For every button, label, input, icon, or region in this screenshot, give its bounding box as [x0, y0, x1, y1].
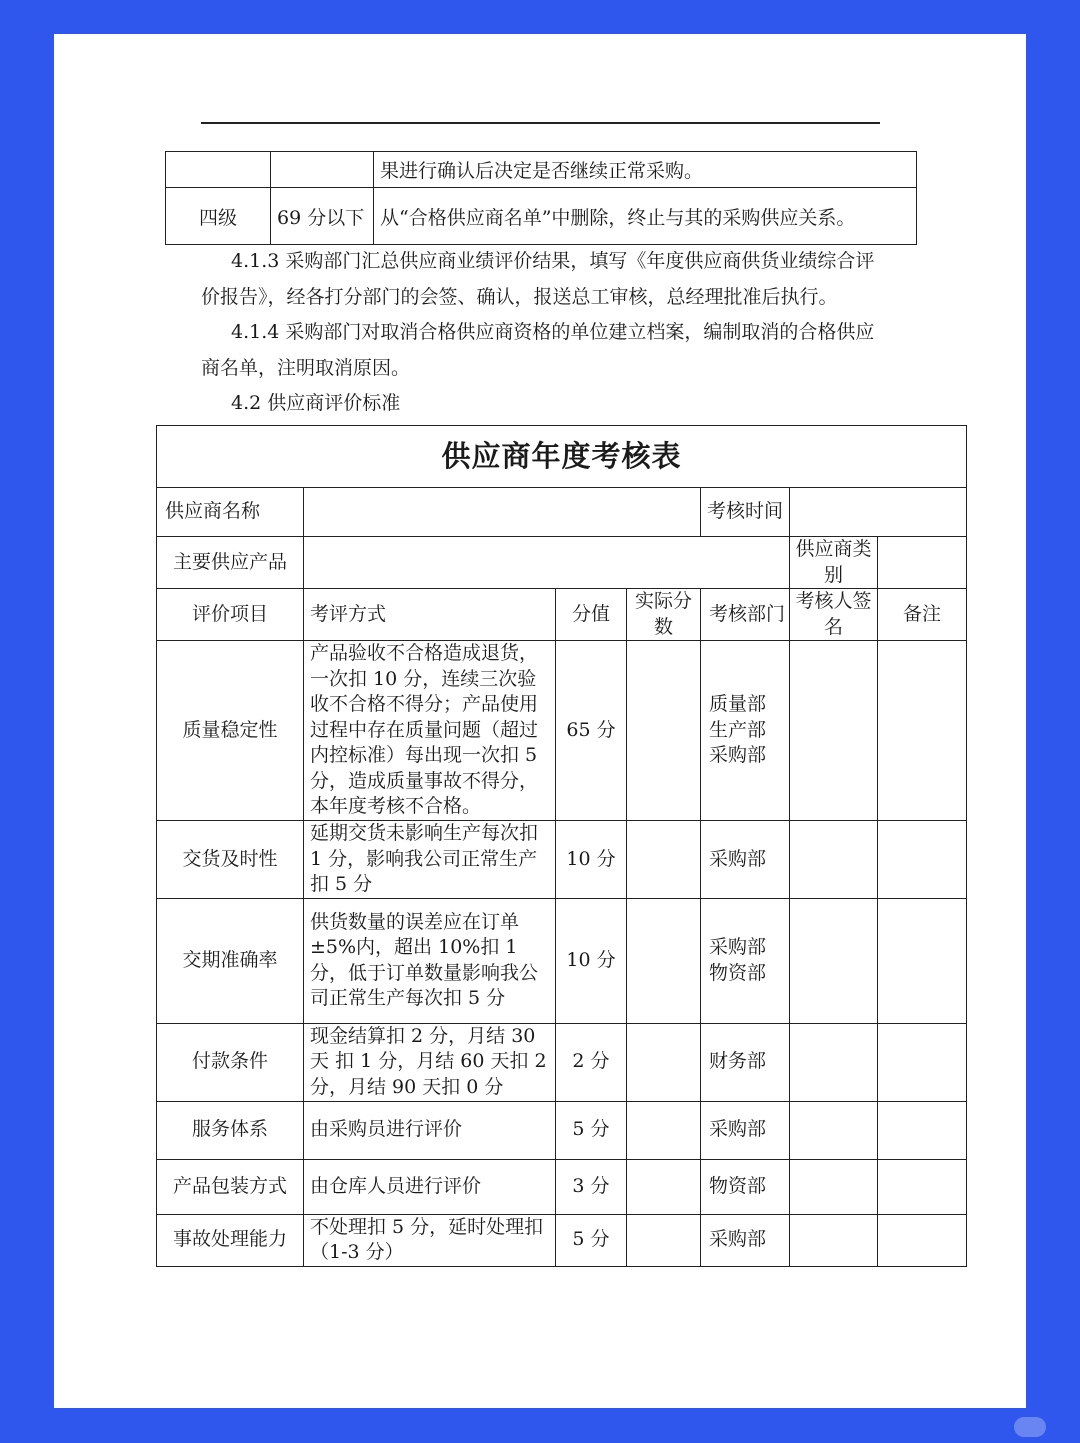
table-row — [157, 1159, 967, 1214]
supplier-name-label: 供应商名称 — [157, 488, 304, 537]
row-actual-score[interactable] — [627, 1101, 701, 1159]
row-item: 质量稳定性 — [157, 641, 304, 821]
row-remark[interactable] — [878, 1159, 967, 1214]
row-score: 10 分 — [556, 898, 627, 1023]
table-row — [157, 1023, 967, 1101]
grade-level: 四级 — [166, 188, 271, 245]
row-actual-score[interactable] — [627, 641, 701, 821]
row-remark[interactable] — [878, 821, 967, 899]
paragraph-4-1-4 — [201, 314, 891, 386]
row-score: 65 分 — [556, 641, 627, 821]
header-actual-score: 实际分数 — [627, 589, 701, 641]
row-remark[interactable] — [878, 1101, 967, 1159]
row-dept: 物资部 — [701, 1159, 790, 1214]
row-remark[interactable] — [878, 1214, 967, 1266]
row-method: 由采购员进行评价 — [304, 1101, 556, 1159]
row-item: 交期准确率 — [157, 898, 304, 1023]
row-dept: 采购部 — [701, 821, 790, 899]
review-time-field[interactable] — [790, 488, 967, 537]
paragraph-line: 商名单，注明取消原因。 — [201, 357, 411, 379]
row-actual-score[interactable] — [627, 1214, 701, 1266]
table-row — [157, 821, 967, 899]
row-score: 5 分 — [556, 1214, 627, 1266]
row-actual-score[interactable] — [627, 821, 701, 899]
header-item: 评价项目 — [157, 589, 304, 641]
table-cell: 果进行确认后决定是否继续正常采购。 — [374, 152, 917, 188]
row-score: 10 分 — [556, 821, 627, 899]
grade-score: 69 分以下 — [271, 188, 374, 245]
supplier-category-label — [790, 537, 878, 589]
row-remark[interactable] — [878, 1023, 967, 1101]
supplier-category-text: 供应商类别 — [795, 538, 872, 586]
header-rule — [201, 122, 880, 124]
row-item: 事故处理能力 — [157, 1214, 304, 1266]
form-title: 供应商年度考核表 — [157, 426, 967, 488]
row-dept: 财务部 — [701, 1023, 790, 1101]
table-row — [157, 1214, 967, 1266]
paragraph-line: 4.1.4 采购部门对取消合格供应商资格的单位建立档案，编制取消的合格供应 — [231, 321, 875, 343]
paragraph-4-1-3 — [201, 243, 891, 315]
row-score: 2 分 — [556, 1023, 627, 1101]
section-heading: 4.2 供应商评价标准 — [231, 392, 401, 414]
row-method: 不处理扣 5 分，延时处理扣（1-3 分） — [304, 1214, 556, 1266]
row-method: 供货数量的误差应在订单±5%内，超出 10%扣 1 分，低于订单数量影响我公司正常生产每次扣 5 分 — [304, 898, 556, 1023]
row-signature[interactable] — [790, 1159, 878, 1214]
row-dept: 采购部 — [701, 1101, 790, 1159]
document-page — [54, 34, 1026, 1408]
row-signature[interactable] — [790, 898, 878, 1023]
row-item: 交货及时性 — [157, 821, 304, 899]
row-score: 5 分 — [556, 1101, 627, 1159]
row-method: 现金结算扣 2 分，月结 30 天 扣 1 分，月结 60 天扣 2 分，月结 90 天扣 0 分 — [304, 1023, 556, 1101]
row-dept: 采购部 — [701, 1214, 790, 1266]
header-score: 分值 — [556, 589, 627, 641]
row-actual-score[interactable] — [627, 1159, 701, 1214]
paragraph-4-2 — [201, 385, 891, 421]
header-row — [157, 589, 967, 641]
header-dept: 考核部门 — [701, 589, 790, 641]
row-method: 延期交货未影响生产每次扣 1 分，影响我公司正常生产扣 5 分 — [304, 821, 556, 899]
row-remark[interactable] — [878, 641, 967, 821]
table-cell — [271, 152, 374, 188]
grade-table — [165, 151, 917, 245]
main-products-field[interactable] — [304, 537, 790, 589]
grade-action: 从“合格供应商名单”中删除，终止与其的采购供应关系。 — [374, 188, 917, 245]
row-signature[interactable] — [790, 1214, 878, 1266]
row-signature[interactable] — [790, 1023, 878, 1101]
supplier-review-form — [156, 425, 967, 1267]
row-signature[interactable] — [790, 1101, 878, 1159]
row-item: 产品包装方式 — [157, 1159, 304, 1214]
header-remark: 备注 — [878, 589, 967, 641]
row-method: 产品验收不合格造成退货，一次扣 10 分，连续三次验收不合格不得分；产品使用过程中存在质量问题（超过内控标准）每出现一次扣 5 分，造成质量事故不得分，本年度考核不合格。 — [304, 641, 556, 821]
row-score: 3 分 — [556, 1159, 627, 1214]
row-remark[interactable] — [878, 898, 967, 1023]
row-actual-score[interactable] — [627, 1023, 701, 1101]
row-actual-score[interactable] — [627, 898, 701, 1023]
row-dept: 质量部 生产部 采购部 — [701, 641, 790, 821]
paragraph-line: 4.1.3 采购部门汇总供应商业绩评价结果，填写《年度供应商供货业绩综合评 — [231, 250, 875, 272]
row-signature[interactable] — [790, 821, 878, 899]
watermark-badge — [1014, 1417, 1046, 1437]
header-method: 考评方式 — [304, 589, 556, 641]
main-products-label: 主要供应产品 — [157, 537, 304, 589]
row-method: 由仓库人员进行评价 — [304, 1159, 556, 1214]
row-item: 付款条件 — [157, 1023, 304, 1101]
supplier-name-field[interactable] — [304, 488, 701, 537]
header-signature: 考核人签名 — [790, 589, 878, 641]
table-row — [157, 898, 967, 1023]
supplier-category-field[interactable] — [878, 537, 967, 589]
row-signature[interactable] — [790, 641, 878, 821]
table-row — [166, 152, 917, 188]
row-item: 服务体系 — [157, 1101, 304, 1159]
row-dept: 采购部 物资部 — [701, 898, 790, 1023]
table-row — [166, 188, 917, 245]
paragraph-line: 价报告》，经各打分部门的会签、确认，报送总工审核，总经理批准后执行。 — [201, 286, 838, 308]
review-time-label: 考核时间 — [701, 488, 790, 537]
table-row — [157, 641, 967, 821]
table-cell — [166, 152, 271, 188]
table-row — [157, 1101, 967, 1159]
